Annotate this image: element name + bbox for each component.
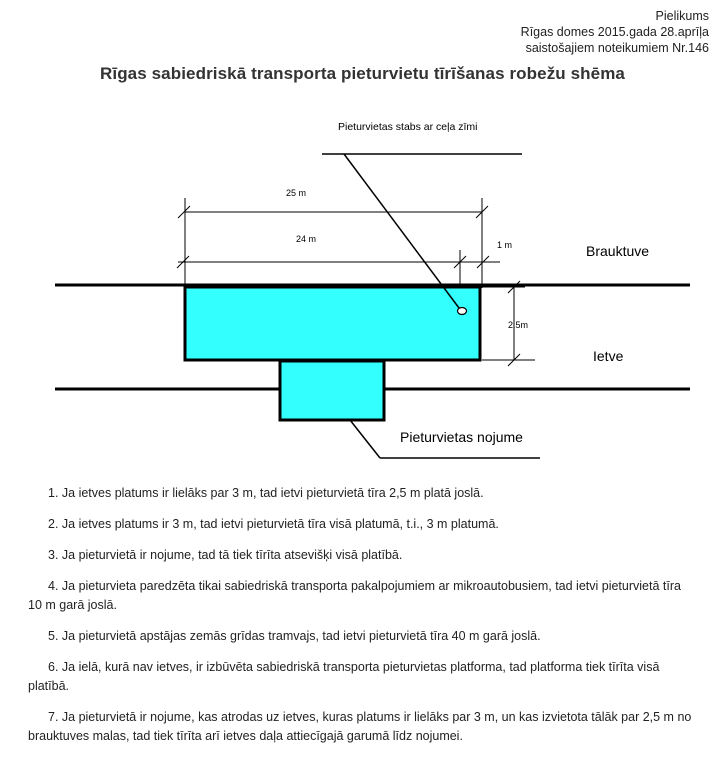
sidewalk-label: Ietve (593, 348, 624, 364)
dim-25-label: 25 m (286, 188, 307, 198)
annex-header (521, 8, 709, 56)
rule-item: 7. Ja pieturvietā ir nojume, kas atrodas uz ietves, kuras platums ir lielāks par 3 m, un kas izvietota tālāk par 2,5 m no brauktuves malas, tad tiek tīrīta arī ietves daļa attiecīgajā garumā līdz nojumei. (28, 710, 692, 743)
road-label: Brauktuve (586, 243, 650, 259)
shelter-callout-leader (350, 420, 380, 458)
rule-item: 4. Ja pieturvieta paredzēta tikai sabiedriskā transporta pakalpojumiem ar mikroautobusiem, tad ietvi pieturvietā tīra 10 m garā joslā. (28, 579, 681, 612)
dim-2-5-label: 2.5m (508, 320, 529, 330)
annex-decision-date: Rīgas domes 2015.gada 28.aprīļa (520, 25, 709, 39)
sign-pole-marker (458, 308, 467, 315)
shelter-label: Pieturvietas nojume (400, 429, 523, 445)
rule-item: 6. Ja ielā, kurā nav ietves, ir izbūvēta sabiedriskā transporta pieturvietas platforma, tad platforma tiek tīrīta visā platībā. (28, 660, 660, 693)
annex-regulation-number: saistošajiem noteikumiem Nr.146 (525, 41, 709, 55)
sign-pole-label: Pieturvietas stabs ar ceļa zīmi (338, 121, 478, 133)
dim-1-label: 1 m (497, 240, 513, 250)
rule-item: 2. Ja ietves platums ir 3 m, tad ietvi pieturvietā tīra visā platumā, t.i., 3 m platumā. (48, 517, 499, 531)
annex-label: Pielikums (655, 9, 709, 23)
rules-list (28, 484, 698, 746)
shelter-area (280, 361, 384, 420)
cleaned-sidewalk-strip (185, 287, 480, 360)
rule-item: 1. Ja ietves platums ir lielāks par 3 m, tad ietvi pieturvietā tīra 2,5 m platā joslā. (48, 486, 484, 500)
rule-item: 3. Ja pieturvietā ir nojume, tad tā tiek tīrīta atsevišķi visā platībā. (48, 548, 403, 562)
rule-item: 5. Ja pieturvietā apstājas zemās grīdas tramvajs, tad ietvi pieturvietā tīra 40 m garā joslā. (48, 629, 541, 643)
dim-24-label: 24 m (296, 234, 317, 244)
cleaning-boundary-diagram (0, 100, 725, 470)
page-title: Rīgas sabiedriskā transporta pieturvietu tīrīšanas robežu shēma (100, 64, 625, 83)
